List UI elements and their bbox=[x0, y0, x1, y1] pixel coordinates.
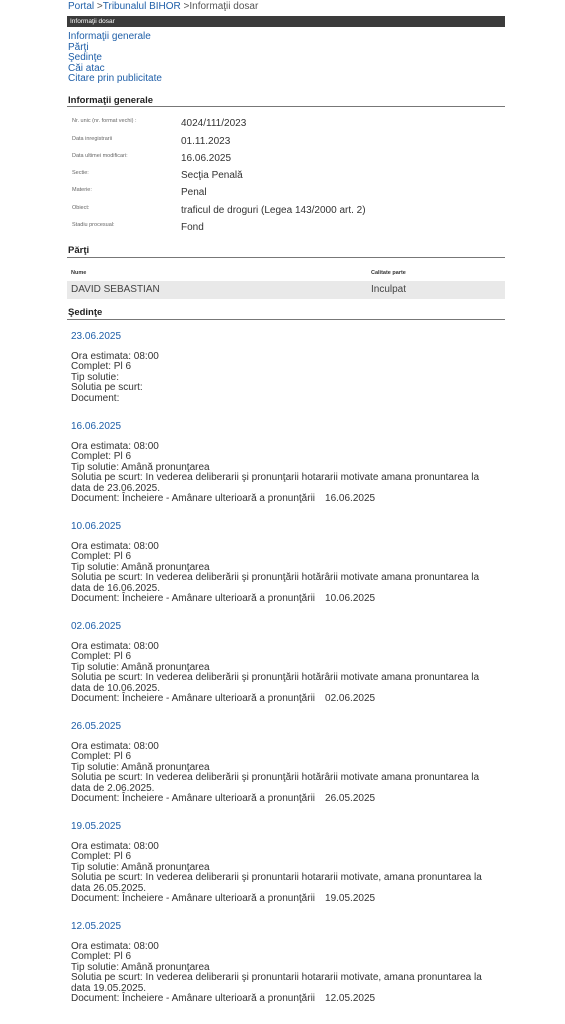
hearing-time: Ora estimata: 08:00 bbox=[71, 940, 159, 952]
party-role: Inculpat bbox=[371, 284, 407, 295]
field-value-obiect: traficul de droguri (Legea 143/2000 art. 2) bbox=[181, 205, 366, 216]
field-label: Data ultimei modificari: bbox=[72, 153, 128, 159]
column-header-nume: Nume bbox=[71, 270, 87, 276]
hearing-solution-summary: Solutia pe scurt: In vederea deliberarii şi pronunţarii hotararii motivate amana pronuntarea la data de 23.06.2025. bbox=[71, 472, 480, 494]
hearing-item bbox=[71, 722, 501, 805]
document-link[interactable]: Document: Încheiere - Amânare ulterioară a pronunţării bbox=[71, 793, 316, 804]
document-link[interactable]: Document: Încheiere - Amânare ulterioară a pronunţării bbox=[71, 693, 316, 704]
divider bbox=[67, 106, 505, 107]
nav-link-sedinte[interactable]: Şedinţe bbox=[68, 52, 102, 63]
hearing-item bbox=[71, 332, 501, 404]
hearing-item bbox=[71, 822, 501, 905]
hearing-solution-type: Tip solutie: Amână pronunţarea bbox=[71, 861, 210, 873]
document-date: 12.05.2025 bbox=[325, 993, 376, 1004]
document-link[interactable]: Document: Încheiere - Amânare ulterioară a pronunţării bbox=[71, 493, 316, 504]
field-value-stadiu-procesual: Fond bbox=[181, 222, 204, 233]
document-link[interactable]: Document: Încheiere - Amânare ulterioară a pronunţării bbox=[71, 593, 316, 604]
field-label: Stadiu procesual: bbox=[72, 222, 115, 228]
hearing-solution-summary: Solutia pe scurt: In vederea deliberarii şi pronuntarii hotararii motivate, amana pronuntarea la data 19.05.2025. bbox=[71, 972, 482, 994]
document-date: 19.05.2025 bbox=[325, 893, 376, 904]
document-date: 02.06.2025 bbox=[325, 693, 376, 704]
hearing-document bbox=[71, 494, 501, 505]
field-value-sectie: Secţia Penală bbox=[181, 170, 243, 181]
hearing-solution-summary: Solutia pe scurt: In vederea deliberării şi pronunţării hotărârii motivate amana pronuntarea la data de 2.06.2025. bbox=[71, 772, 480, 794]
hearing-item bbox=[71, 922, 501, 1005]
hearing-time: Ora estimata: 08:00 bbox=[71, 440, 159, 452]
divider bbox=[67, 319, 505, 320]
hearing-item bbox=[71, 522, 501, 605]
nav-link-informatii-generale[interactable]: Informaţii generale bbox=[68, 31, 151, 42]
nav-link-cai-atac[interactable]: Căi atac bbox=[68, 62, 105, 74]
hearing-time: Ora estimata: 08:00 bbox=[71, 350, 159, 362]
field-label: Data inregistrarii bbox=[72, 136, 113, 142]
field-value-data-ultimei-modificari: 16.06.2025 bbox=[181, 153, 232, 164]
column-header-calitate: Calitate parte bbox=[371, 270, 406, 276]
field-value-nr-unic: 4024/111/2023 bbox=[181, 118, 247, 129]
divider bbox=[67, 257, 505, 258]
nav-link-citare-publicitate[interactable]: Citare prin publicitate bbox=[68, 73, 162, 84]
document-date: 26.05.2025 bbox=[325, 793, 376, 804]
document-link[interactable]: Document: Încheiere - Amânare ulterioară a pronunţării bbox=[71, 893, 316, 904]
hearing-document bbox=[71, 694, 501, 705]
document-label: Document: bbox=[71, 392, 120, 404]
document-date: 16.06.2025 bbox=[325, 493, 376, 504]
breadcrumb-separator: > bbox=[96, 1, 103, 12]
parti-section-title: Părţi bbox=[68, 245, 90, 256]
hearing-panel: Complet: Pl 6 bbox=[71, 651, 132, 662]
hearing-solution-type: Tip solutie: Amână pronunţarea bbox=[71, 961, 210, 973]
hearing-panel: Complet: Pl 6 bbox=[71, 361, 132, 372]
hearing-document bbox=[71, 894, 501, 905]
hearing-date: 02.06.2025 bbox=[71, 621, 122, 632]
hearing-date: 12.05.2025 bbox=[71, 921, 122, 932]
hearing-solution-type: Tip solutie: Amână pronunţarea bbox=[71, 561, 210, 573]
nav-link-parti[interactable]: Părţi bbox=[68, 41, 89, 53]
hearing-solution-summary: Solutia pe scurt: In vederea deliberării şi pronunţării hotărârii motivate amana pronuntarea la data de 16.06.2025. bbox=[71, 572, 480, 594]
breadcrumb-court-link[interactable]: Tribunalul BIHOR bbox=[102, 1, 181, 12]
field-label: Nr. unic (nr. format vechi) : bbox=[72, 118, 137, 124]
document-date: 10.06.2025 bbox=[325, 593, 376, 604]
hearing-solution-summary: Solutia pe scurt: bbox=[71, 382, 143, 393]
hearing-time: Ora estimata: 08:00 bbox=[71, 640, 159, 652]
breadcrumb-portal-link[interactable]: Portal bbox=[68, 1, 95, 12]
hearing-document bbox=[71, 794, 501, 805]
hearing-solution-type: Tip solutie: Amână pronunţarea bbox=[71, 761, 210, 773]
hearing-time: Ora estimata: 08:00 bbox=[71, 540, 159, 552]
field-label: Sectie: bbox=[72, 170, 89, 176]
hearing-document bbox=[71, 394, 501, 405]
section-header-bar: Informaţii dosar bbox=[67, 16, 505, 27]
hearing-date: 19.05.2025 bbox=[71, 821, 122, 832]
hearing-solution-type: Tip solutie: Amână pronunţarea bbox=[71, 661, 210, 673]
document-link[interactable]: Document: Încheiere - Amânare ulterioară a pronunţării bbox=[71, 993, 316, 1004]
hearing-date: 26.05.2025 bbox=[71, 721, 122, 732]
hearing-date: 10.06.2025 bbox=[71, 521, 122, 532]
hearing-document bbox=[71, 994, 501, 1005]
breadcrumb-current: Informaţii dosar bbox=[189, 1, 259, 12]
hearing-item bbox=[71, 422, 501, 505]
field-value-data-inregistrarii: 01.11.2023 bbox=[181, 136, 231, 147]
hearing-panel: Complet: Pl 6 bbox=[71, 451, 132, 462]
hearing-solution-summary: Solutia pe scurt: In vederea deliberarii şi pronuntarii hotararii motivate, amana pronuntarea la data 26.05.2025. bbox=[71, 872, 482, 894]
general-section-title: Informaţii generale bbox=[68, 95, 153, 106]
hearing-document bbox=[71, 594, 501, 605]
hearing-solution-type: Tip solutie: bbox=[71, 371, 119, 383]
hearing-time: Ora estimata: 08:00 bbox=[71, 840, 159, 852]
hearing-item bbox=[71, 622, 501, 705]
hearing-solution-type: Tip solutie: Amână pronunţarea bbox=[71, 461, 210, 473]
field-value-materie: Penal bbox=[181, 187, 207, 198]
hearing-panel: Complet: Pl 6 bbox=[71, 751, 132, 762]
hearing-panel: Complet: Pl 6 bbox=[71, 551, 132, 562]
section-nav bbox=[68, 32, 162, 85]
field-label: Materie: bbox=[72, 187, 92, 193]
breadcrumb-separator: > bbox=[183, 1, 190, 12]
hearing-solution-summary: Solutia pe scurt: In vederea deliberării şi pronunţării hotărârii motivate amana pronuntarea la data de 10.06.2025. bbox=[71, 672, 480, 694]
hearing-time: Ora estimata: 08:00 bbox=[71, 740, 159, 752]
breadcrumb bbox=[68, 1, 258, 13]
hearing-date: 16.06.2025 bbox=[71, 421, 122, 432]
party-name: DAVID SEBASTIAN bbox=[71, 284, 160, 295]
hearing-panel: Complet: Pl 6 bbox=[71, 851, 132, 862]
sedinte-section-title: Şedinţe bbox=[68, 307, 103, 318]
hearing-panel: Complet: Pl 6 bbox=[71, 951, 132, 962]
hearing-date: 23.06.2025 bbox=[71, 331, 122, 342]
field-label: Obiect: bbox=[72, 205, 90, 211]
